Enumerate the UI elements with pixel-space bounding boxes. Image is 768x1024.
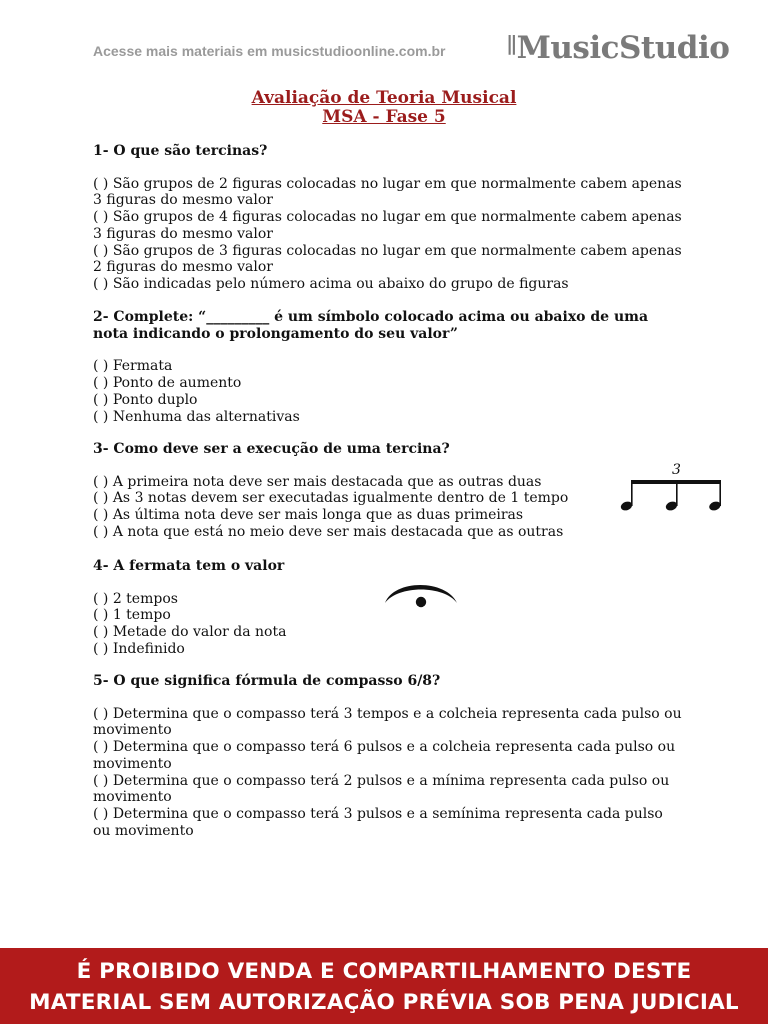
triplet-stem-1: [631, 480, 633, 506]
question-4-option-d[interactable]: ( ) Indefinido: [93, 640, 185, 657]
question-5-option-a[interactable]: ( ) Determina que o compasso terá 3 tempos e a colcheia representa cada pulso ou movimento: [93, 705, 682, 739]
copyright-warning-line-1: É PROIBIDO VENDA E COMPARTILHAMENTO DESTE: [76, 959, 692, 984]
question-5-option-c[interactable]: ( ) Determina que o compasso terá 2 pulsos e a mínima representa cada pulso ou movimento: [93, 772, 670, 806]
triplet-stem-2: [676, 480, 678, 506]
triplet-number-label: 3: [672, 462, 681, 478]
fermata-icon: [380, 575, 462, 611]
document-title: Avaliação de Teoria Musical: [251, 88, 517, 108]
question-4-option-b[interactable]: ( ) 1 tempo: [93, 607, 171, 624]
question-5-option-b[interactable]: ( ) Determina que o compasso terá 6 pulsos e a colcheia representa cada pulso ou movimento: [93, 739, 676, 772]
question-2: [93, 309, 683, 425]
question-2-option-b[interactable]: ( ) Ponto de aumento: [93, 375, 242, 392]
logo-text: MusicStudio: [516, 30, 730, 66]
question-4-heading: 4- A fermata tem o valor: [93, 558, 285, 574]
header-site-link[interactable]: Acesse mais materiais em musicstudioonline.com.br: [93, 43, 446, 59]
document-subtitle: MSA - Fase 5: [322, 107, 446, 127]
question-1-option-a[interactable]: ( ) São grupos de 2 figuras colocadas no lugar em que normalmente cabem apenas 3 figuras do mesmo valor: [93, 175, 682, 209]
question-3-option-d[interactable]: ( ) A nota que está no meio deve ser mais destacada que as outras: [93, 523, 564, 540]
question-5-option-d[interactable]: ( ) Determina que o compasso terá 3 pulsos e a semínima representa cada pulso ou movimento: [93, 805, 663, 839]
copyright-warning-line-2: MATERIAL SEM AUTORIZAÇÃO PRÉVIA SOB PENA JUDICIAL: [29, 990, 739, 1015]
logo-bars-icon: ||: [506, 31, 515, 55]
question-1-option-b[interactable]: ( ) São grupos de 4 figuras colocadas no lugar em que normalmente cabem apenas 3 figuras do mesmo valor: [93, 209, 682, 242]
copyright-warning-banner: [0, 948, 768, 1024]
question-2-option-c[interactable]: ( ) Ponto duplo: [93, 391, 198, 408]
triplet-notes-icon: [612, 460, 732, 518]
question-1-option-d[interactable]: ( ) São indicadas pelo número acima ou abaixo do grupo de figuras: [93, 275, 569, 292]
question-2-option-a[interactable]: ( ) Fermata: [93, 358, 173, 375]
question-4-option-a[interactable]: ( ) 2 tempos: [93, 590, 178, 607]
question-3-option-b[interactable]: ( ) As 3 notas devem ser executadas igualmente dentro de 1 tempo: [93, 490, 569, 507]
question-3-option-a[interactable]: ( ) A primeira nota deve ser mais destacada que as outras duas: [93, 473, 542, 490]
question-2-option-d[interactable]: ( ) Nenhuma das alternativas: [93, 408, 300, 425]
musicstudio-logo: [506, 30, 729, 66]
question-2-heading: 2- Complete: “_________ é um símbolo colocado acima ou abaixo de uma nota indicando o prolongamento do seu valor”: [93, 309, 649, 342]
question-1-option-c[interactable]: ( ) São grupos de 3 figuras colocadas no lugar em que normalmente cabem apenas 2 figuras do mesmo valor: [93, 242, 682, 276]
question-1-heading: 1- O que são tercinas?: [93, 143, 268, 159]
question-3: [93, 441, 683, 541]
question-3-option-c[interactable]: ( ) As última nota deve ser mais longa que as duas primeiras: [93, 507, 524, 524]
question-5-heading: 5- O que significa fórmula de compasso 6/8?: [93, 673, 441, 689]
question-4-option-c[interactable]: ( ) Metade do valor da nota: [93, 624, 287, 641]
question-5: [93, 673, 683, 839]
triplet-stem-3: [719, 480, 721, 506]
question-3-heading: 3- Como deve ser a execução de uma tercina?: [93, 441, 450, 457]
question-1: [93, 143, 683, 293]
